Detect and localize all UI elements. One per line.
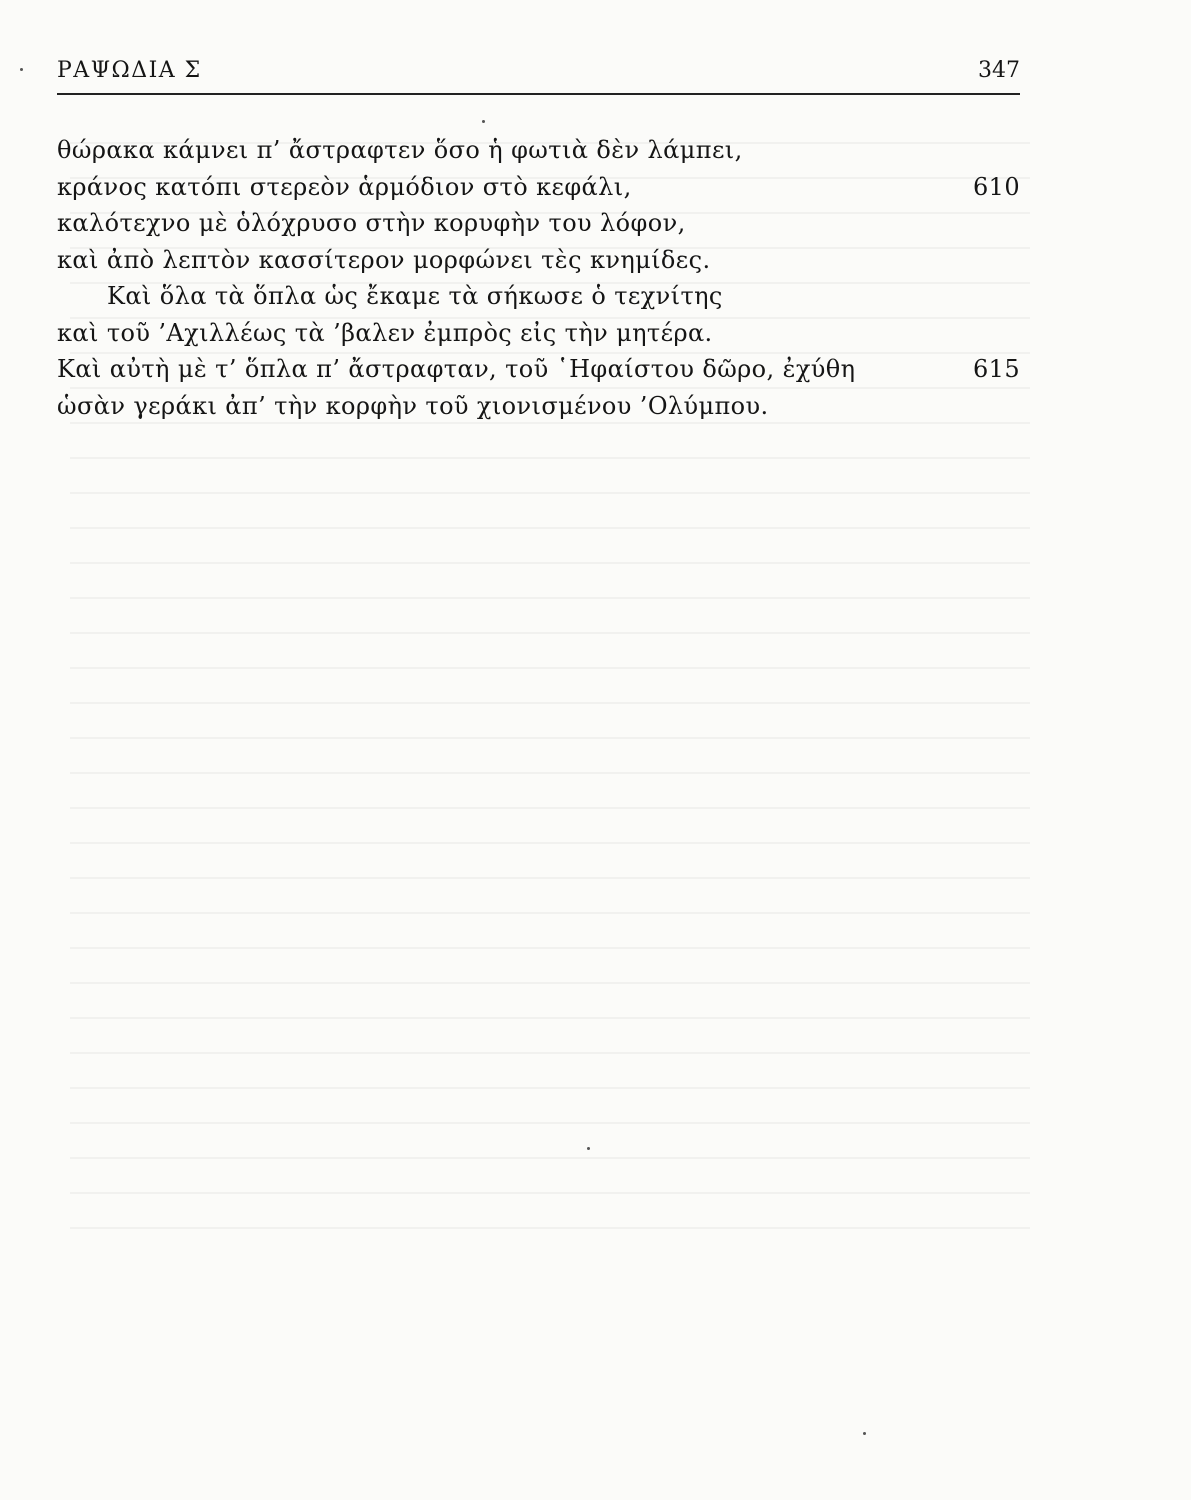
verse-line bbox=[57, 388, 1020, 425]
verse-text: Καὶ αὐτὴ μὲ τ’ ὅπλα π’ ἄστραφταν, τοῦ ῾Ηφαίστου δῶρο, ἐχύθη bbox=[57, 355, 856, 383]
speck bbox=[482, 120, 485, 123]
verse-line bbox=[57, 169, 1020, 206]
verse-line bbox=[57, 132, 1020, 169]
speck bbox=[20, 68, 23, 71]
verse-text: καλότεχνο μὲ ὁλόχρυσο στὴν κορυφὴν του λόφον, bbox=[57, 209, 686, 237]
verse-line bbox=[57, 278, 1020, 315]
running-title: ΡΑΨΩΔΙΑ Σ bbox=[57, 58, 202, 83]
verse-line bbox=[57, 315, 1020, 352]
line-number: 615 bbox=[972, 355, 1020, 383]
verse-text: Καὶ ὅλα τὰ ὅπλα ὡς ἔκαμε τὰ σήκωσε ὁ τεχνίτης bbox=[107, 282, 723, 310]
verse-text: κράνος κατόπι στερεὸν ἁρμόδιον στὸ κεφάλι, bbox=[57, 172, 632, 201]
verse-line bbox=[57, 351, 1020, 388]
header-rule bbox=[57, 93, 1020, 95]
speck bbox=[863, 1432, 866, 1435]
verse-line bbox=[57, 242, 1020, 279]
verse-block bbox=[57, 132, 1020, 424]
page-number: 347 bbox=[978, 58, 1020, 83]
verse-text: καὶ ἀπὸ λεπτὸν κασσίτερον μορφώνει τὲς κνημίδες. bbox=[57, 245, 711, 274]
verse-line bbox=[57, 205, 1020, 242]
line-number: 610 bbox=[972, 172, 1020, 201]
verse-text: θώρακα κάμνει π’ ἄστραφτεν ὅσο ἡ φωτιὰ δὲν λάμπει, bbox=[57, 136, 743, 164]
speck bbox=[587, 1147, 590, 1150]
verse-text: καὶ τοῦ ’Αχιλλέως τὰ ’βαλεν ἐμπρὸς εἰς τὴν μητέρα. bbox=[57, 318, 713, 347]
running-header bbox=[57, 58, 1020, 90]
verse-text: ὡσὰν γεράκι ἀπ’ τὴν κορφὴν τοῦ χιονισμένου ’Ολύμπου. bbox=[57, 391, 769, 420]
